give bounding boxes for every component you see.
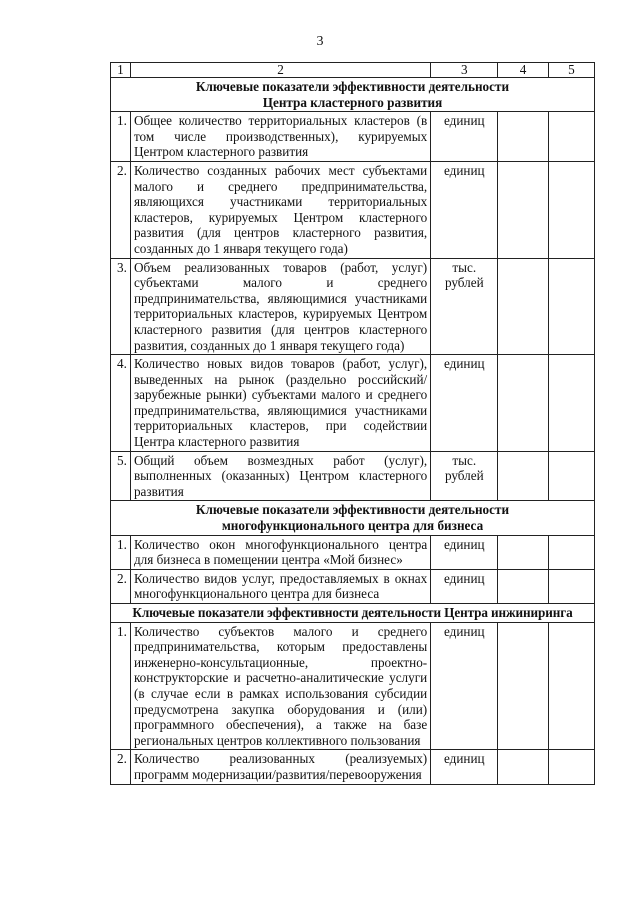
table-row	[111, 451, 595, 501]
row-number: 2.	[111, 569, 131, 603]
section-title-line: Центра кластерного развития	[262, 94, 443, 110]
row-description: Количество реализованных (реализуемых) программ модернизации/развития/перевооружения	[130, 750, 430, 784]
section-heading-row	[111, 501, 595, 535]
section-title-line: Ключевые показатели эффективности деятельности	[195, 79, 510, 94]
row-description: Количество субъектов малого и среднего предпринимательства, которым предоставлены инженерно-консультационные, проектно-конструкторские и расчетно-аналитические услуги (в случае если в рамках использования субсидии предусмотрена закупка оборудования и (или) программного обеспечения), а также на базе региональных центров коллективного пользования	[130, 622, 430, 750]
section-title-line: Ключевые показатели эффективности деятельности	[195, 502, 510, 518]
row-value-col5	[548, 451, 594, 501]
section-title-line: многофункционального центра для бизнеса	[221, 518, 484, 534]
row-description: Общее количество территориальных кластеров (в том числе производственных), курируемых Центром кластерного развития	[130, 112, 430, 162]
table-row	[111, 112, 595, 162]
row-value-col5	[548, 750, 594, 784]
row-description: Количество созданных рабочих мест субъектами малого и среднего предпринимательства, являющихся участниками территориальных кластеров, курируемых Центром кластерного развития (для центров кластерного развития, созданных до 1 января текущего года)	[130, 161, 430, 258]
row-value-col4	[498, 622, 548, 750]
row-description: Количество видов услуг, предоставляемых в окнах многофункционального центра для бизнеса	[130, 569, 430, 603]
header-cell: 5	[548, 63, 594, 78]
row-value-col5	[548, 355, 594, 452]
row-unit: единиц	[431, 161, 498, 258]
row-value-col4	[498, 750, 548, 784]
row-value-col5	[548, 161, 594, 258]
row-value-col4	[498, 258, 548, 355]
row-value-col4	[498, 355, 548, 452]
row-unit: единиц	[431, 112, 498, 162]
row-number: 3.	[111, 258, 131, 355]
row-value-col5	[548, 535, 594, 569]
row-unit: единиц	[431, 535, 498, 569]
indicators-table	[110, 62, 595, 785]
table-row	[111, 161, 595, 258]
row-value-col4	[498, 569, 548, 603]
header-cell: 4	[498, 63, 548, 78]
table-row	[111, 750, 595, 784]
section-title	[111, 78, 595, 112]
row-value-col5	[548, 112, 594, 162]
row-unit: единиц	[431, 750, 498, 784]
row-unit: тыс. рублей	[431, 258, 498, 355]
row-value-col4	[498, 161, 548, 258]
table-row	[111, 622, 595, 750]
header-cell: 1	[111, 63, 131, 78]
page-number: 3	[316, 34, 324, 49]
row-value-col4	[498, 112, 548, 162]
section-heading-row	[111, 604, 595, 623]
row-unit: тыс. рублей	[431, 451, 498, 501]
row-value-col4	[498, 535, 548, 569]
section-heading-row	[111, 78, 595, 112]
section-title-line: Ключевые показатели эффективности деятельности Центра инжиниринга	[132, 605, 573, 620]
section-title	[111, 604, 595, 623]
table-row	[111, 258, 595, 355]
row-description: Количество окон многофункционального центра для бизнеса в помещении центра «Мой бизнес»	[130, 535, 430, 569]
table-row	[111, 355, 595, 452]
row-value-col5	[548, 622, 594, 750]
row-value-col5	[548, 569, 594, 603]
row-unit: единиц	[431, 355, 498, 452]
row-number: 1.	[111, 622, 131, 750]
row-description: Количество новых видов товаров (работ, услуг), выведенных на рынок (раздельно российский/зарубежные рынки) субъектами малого и среднего предпринимательства, являющимися участниками территориальных кластеров, при содействии Центра кластерного развития	[130, 355, 430, 452]
row-unit: единиц	[431, 569, 498, 603]
section-title	[111, 501, 595, 535]
table-row	[111, 535, 595, 569]
row-number: 1.	[111, 535, 131, 569]
row-description: Общий объем возмездных работ (услуг), выполненных (оказанных) Центром кластерного развития	[130, 451, 430, 501]
row-number: 2.	[111, 161, 131, 258]
header-row	[111, 63, 595, 78]
row-description: Объем реализованных товаров (работ, услуг) субъектами малого и среднего предпринимательства, являющимися участниками территориальных кластеров, курируемых Центром кластерного развития (для центров кластерного развития, созданных до 1 января текущего года)	[130, 258, 430, 355]
header-cell: 2	[130, 63, 430, 78]
row-number: 5.	[111, 451, 131, 501]
row-number: 2.	[111, 750, 131, 784]
header-cell: 3	[431, 63, 498, 78]
table-row	[111, 569, 595, 603]
row-number: 1.	[111, 112, 131, 162]
row-unit: единиц	[431, 622, 498, 750]
row-value-col5	[548, 258, 594, 355]
row-value-col4	[498, 451, 548, 501]
row-number: 4.	[111, 355, 131, 452]
